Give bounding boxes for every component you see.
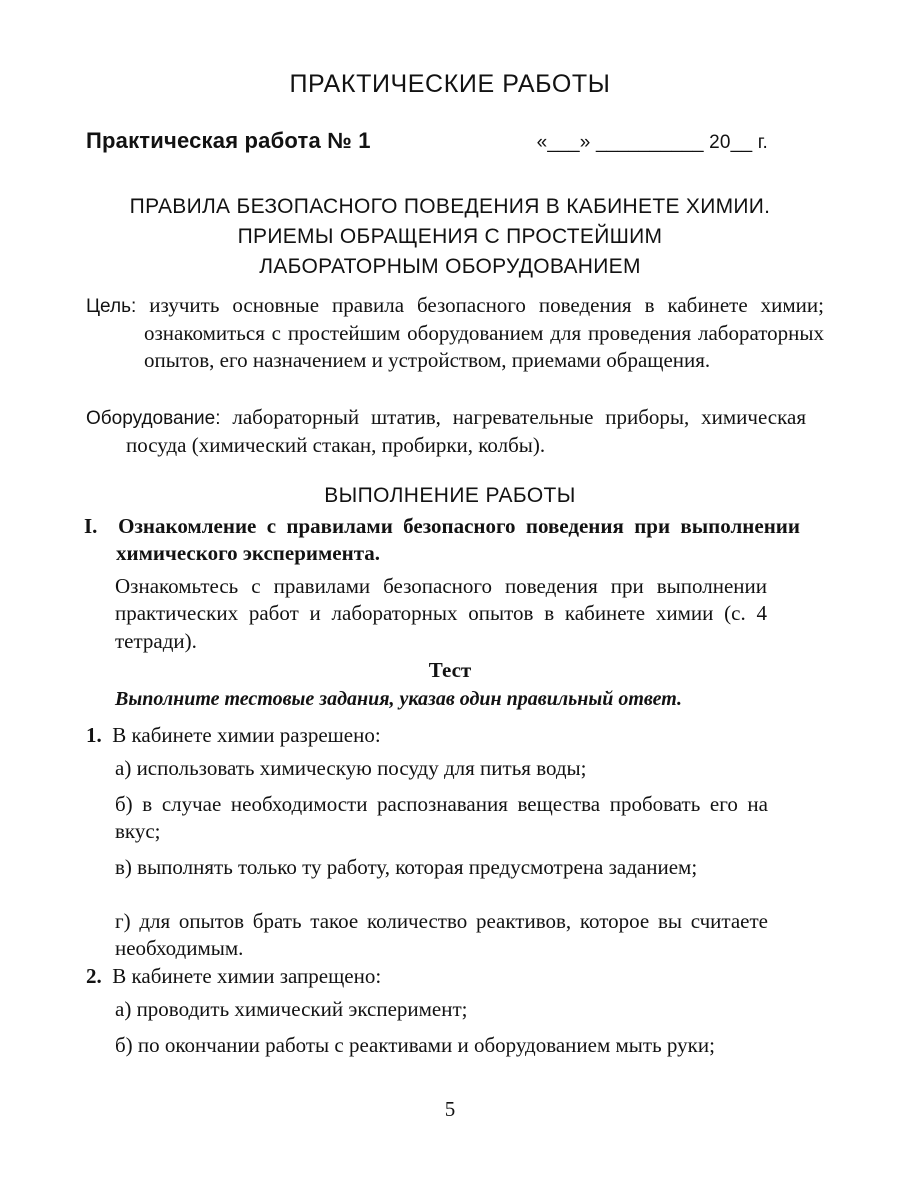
test-question-1-text: В кабинете химии разрешено:	[112, 723, 381, 747]
date-year-suffix: г.	[757, 132, 768, 153]
goal-label: Цель:	[86, 296, 137, 317]
goal-block	[86, 292, 824, 374]
work-header-row	[86, 128, 776, 154]
page-number: 5	[444, 1097, 456, 1121]
equipment-block	[86, 404, 806, 459]
work-title	[70, 192, 830, 281]
test-question-2-option-a[interactable]: а) проводить химический эксперимент;	[115, 997, 468, 1021]
work-title-line-3: ЛАБОРАТОРНЫМ ОБОРУДОВАНИЕМ	[259, 254, 641, 278]
execution-section-heading: ВЫПОЛНЕНИЕ РАБОТЫ	[324, 484, 576, 507]
test-question-2	[86, 963, 797, 990]
test-question-2-marker: 2.	[86, 964, 102, 988]
date-close-quote: »	[579, 132, 591, 153]
test-question-1-option-g[interactable]: г) для опытов брать такое количество реактивов, которое вы считаете необходимым.	[115, 909, 768, 961]
execution-item-1-paragraph: Ознакомьтесь с правилами безопасного поведения при выполнении практических работ и лабораторных опытов в кабинете химии (с. 4 тетради).	[115, 574, 767, 653]
date-open-quote: «	[536, 132, 548, 153]
test-heading: Тест	[428, 658, 472, 682]
date-year-blank[interactable]: __	[730, 132, 753, 153]
execution-item-1	[84, 513, 800, 568]
date-day-blank[interactable]: ___	[547, 132, 580, 153]
test-question-1-option-a[interactable]: а) использовать химическую посуду для питья воды;	[115, 756, 587, 780]
test-question-2-option-b[interactable]: б) по окончании работы с реактивами и оборудованием мыть руки;	[115, 1033, 715, 1057]
date-year-prefix: 20	[709, 132, 731, 153]
execution-item-1-marker: I.	[84, 514, 98, 538]
goal-text: изучить основные правила безопасного поведения в кабинете химии; ознакомиться с простейшим оборудованием для проведения лабораторных опытов, его назначением и устройством, приемами обращения.	[144, 293, 824, 372]
test-question-1	[86, 722, 797, 749]
test-instruction: Выполните тестовые задания, указав один правильный ответ.	[115, 688, 683, 710]
test-question-1-option-b[interactable]: б) в случае необходимости распознавания вещества пробовать его на вкус;	[115, 792, 768, 844]
test-question-1-option-v[interactable]: в) выполнять только ту работу, которая предусмотрена заданием;	[115, 855, 698, 879]
date-month-blank[interactable]: __________	[595, 132, 704, 153]
equipment-text: лабораторный штатив, нагревательные приборы, химическая посуда (химический стакан, пробирки, колбы).	[126, 405, 806, 457]
date-blank-line	[537, 132, 776, 154]
work-number-label: Практическая работа № 1	[86, 128, 371, 153]
work-title-line-2: ПРИЕМЫ ОБРАЩЕНИЯ С ПРОСТЕЙШИМ	[237, 224, 663, 248]
execution-item-1-heading: Ознакомление с правилами безопасного поведения при выполнении химического эксперимента.	[116, 514, 800, 566]
equipment-label: Оборудование:	[86, 408, 221, 429]
test-question-2-text: В кабинете химии запрещено:	[112, 964, 382, 988]
test-question-1-marker: 1.	[86, 723, 102, 747]
work-title-line-1: ПРАВИЛА БЕЗОПАСНОГО ПОВЕДЕНИЯ В КАБИНЕТЕ ХИМИИ.	[129, 195, 771, 218]
document-running-title: ПРАКТИЧЕСКИЕ РАБОТЫ	[289, 70, 611, 98]
